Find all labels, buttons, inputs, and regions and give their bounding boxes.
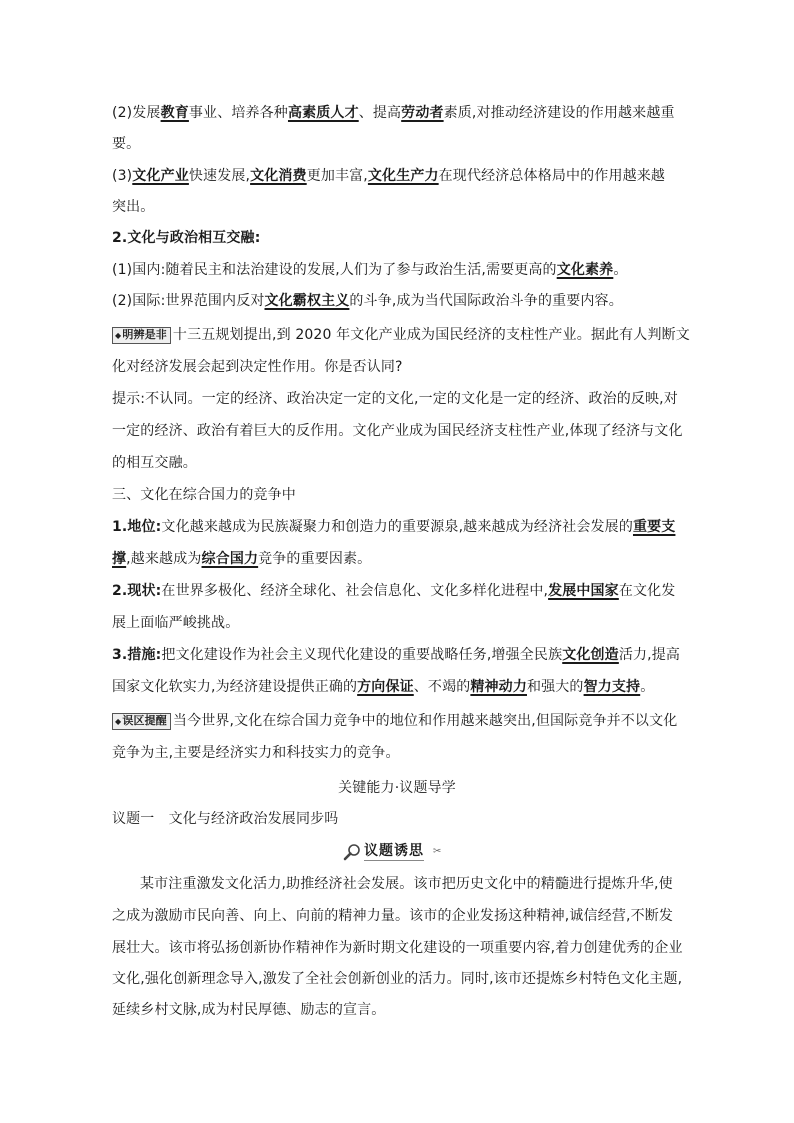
paragraph-line (112, 390, 692, 408)
diamond-icon: ◆ (115, 331, 122, 340)
text: 更加丰富, (306, 168, 368, 184)
key-term: 发展中国家 (548, 583, 619, 599)
section-heading: 三、文化在综合国力的竞争中 (112, 487, 296, 503)
text: 突出。 (112, 199, 155, 215)
text: 某市注重激发文化活力,助推经济社会发展。该市把历史文化中的精髓进行提炼升华,使 (140, 876, 673, 892)
text: 提示:不认同。一定的经济、政治决定一定的文化,一定的文化是一定的经济、政治的反映,对 (112, 391, 678, 407)
topic-banner (343, 842, 443, 862)
key-term: 教育 (160, 105, 189, 121)
mistake-tag (112, 713, 171, 730)
discern-tag (112, 327, 171, 344)
paragraph-line (112, 422, 692, 440)
paragraph-line (112, 261, 692, 279)
paragraph-line (112, 518, 692, 536)
text: 要。 (112, 136, 141, 152)
text: 竞争为主,主要是经济实力和科技实力的竞争。 (112, 745, 400, 761)
text: ,越来越成为 (126, 551, 202, 567)
paragraph-line (112, 678, 692, 696)
text: 和强大的 (526, 679, 584, 695)
text: 之成为激励市民向善、向上、向前的精神力量。该市的企业发扬这种精神,诚信经营,不断发 (112, 908, 674, 924)
text: 发展 (132, 105, 161, 121)
paragraph-line (112, 582, 692, 600)
paragraph-line (112, 646, 692, 664)
paragraph-line (112, 104, 692, 122)
point-label: 3.措施: (112, 647, 162, 663)
text: 。 (613, 262, 628, 278)
text: (2)国际:世界范围内反对 (112, 293, 265, 309)
paragraph-line (112, 550, 692, 568)
text: 、提高 (358, 105, 402, 121)
paragraph-line (112, 358, 692, 376)
text: 文化越来越成为民族凝聚力和创造力的重要源泉,越来越成为经济社会发展的 (161, 519, 633, 535)
text: 、不竭的 (413, 679, 471, 695)
paragraph-line (112, 875, 692, 893)
text: 的相互交融。 (112, 455, 197, 471)
key-term: 撑 (112, 551, 127, 567)
key-term: 文化创造 (562, 647, 619, 663)
key-term: 劳动者 (401, 105, 444, 121)
text: 展上面临严峻挑战。 (112, 615, 240, 631)
text: 在现代经济总体格局中的作用越来越 (438, 168, 666, 184)
section-heading: 2.文化与政治相互交融: (112, 230, 261, 246)
point-label: 2.现状: (112, 583, 162, 599)
text: 。 (640, 679, 655, 695)
banner-label: 议题诱思 (364, 843, 424, 859)
key-term: 精神动力 (470, 679, 527, 695)
text: (1)国内:随着民主和法治建设的发展,人们为了参与政治生活,需要更高的 (112, 262, 557, 278)
tag-label: 误区提醒 (122, 714, 167, 727)
paragraph-line (112, 135, 692, 153)
paragraph-line (112, 198, 692, 216)
paragraph-line (112, 167, 692, 185)
text: 事业、培养各种 (188, 105, 288, 121)
text: 的斗争,成为当代国际政治斗争的重要内容。 (349, 293, 623, 309)
text: 展壮大。该市将弘扬创新协作精神作为新时期文化建设的一项重要内容,着力创建优秀的企业 (112, 940, 683, 956)
text: 竞争的重要因素。 (258, 551, 372, 567)
text: 活力,提高 (618, 647, 681, 663)
key-term: 文化产业 (132, 168, 189, 184)
text: 在文化发 (618, 583, 676, 599)
key-term: 文化生产力 (367, 168, 439, 184)
paragraph-line (112, 970, 692, 988)
magnifier-icon (343, 843, 363, 865)
topic-heading: 议题一 文化与经济政治发展同步吗 (112, 811, 339, 827)
paragraph-line (112, 1001, 692, 1019)
key-term: 高素质人才 (287, 105, 359, 121)
text: 快速发展, (188, 168, 251, 184)
text: 十三五规划提出,到 2020 年文化产业成为国民经济的支柱性产业。据此有人判断文 (172, 327, 690, 343)
text: 延续乡村文脉,成为村民厚德、励志的宣言。 (112, 1002, 386, 1018)
paragraph-line (112, 454, 692, 472)
text: 把文化建设作为社会主义现代化建设的重要战略任务,增强全民族 (161, 647, 563, 663)
text: 化对经济发展会起到决定性作用。你是否认同? (112, 359, 403, 375)
paragraph-line (112, 614, 692, 632)
key-term: 文化消费 (250, 168, 307, 184)
text: 国家文化软实力,为经济建设提供正确的 (112, 679, 358, 695)
paragraph-line (112, 712, 692, 730)
text: 在世界多极化、经济全球化、社会信息化、文化多样化进程中, (161, 583, 549, 599)
diamond-icon: ◆ (115, 717, 122, 726)
paragraph-line (112, 907, 692, 925)
key-term: 文化素养 (556, 262, 614, 278)
key-term: 方向保证 (357, 679, 414, 695)
point-label: 1.地位: (112, 519, 162, 535)
text: 素质,对推动经济建设的作用越来越重 (443, 105, 675, 121)
text: 文化,强化创新理念导入,激发了全社会创新创业的活力。同时,该市还提炼乡村特色文化主题, (112, 971, 683, 987)
item-number: (3) (112, 168, 133, 184)
key-term: 重要支 (632, 519, 676, 535)
center-title: 关键能力·议题导学 (338, 780, 456, 796)
key-term: 综合国力 (201, 551, 259, 567)
tag-label: 明辨是非 (122, 328, 167, 341)
text: 一定的经济、政治有着巨大的反作用。文化产业成为国民经济支柱性产业,体现了经济与文化 (112, 423, 683, 439)
key-term: 智力支持 (583, 679, 641, 695)
item-number: (2) (112, 105, 133, 121)
scissors-icon: ✂ (433, 846, 442, 857)
paragraph-line (112, 939, 692, 957)
paragraph-line (112, 292, 692, 310)
paragraph-line (112, 326, 692, 344)
text: 当今世界,文化在综合国力竞争中的地位和作用越来越突出,但国际竞争并不以文化 (172, 713, 678, 729)
key-term: 文化霸权主义 (264, 293, 350, 309)
paragraph-line (112, 744, 692, 762)
